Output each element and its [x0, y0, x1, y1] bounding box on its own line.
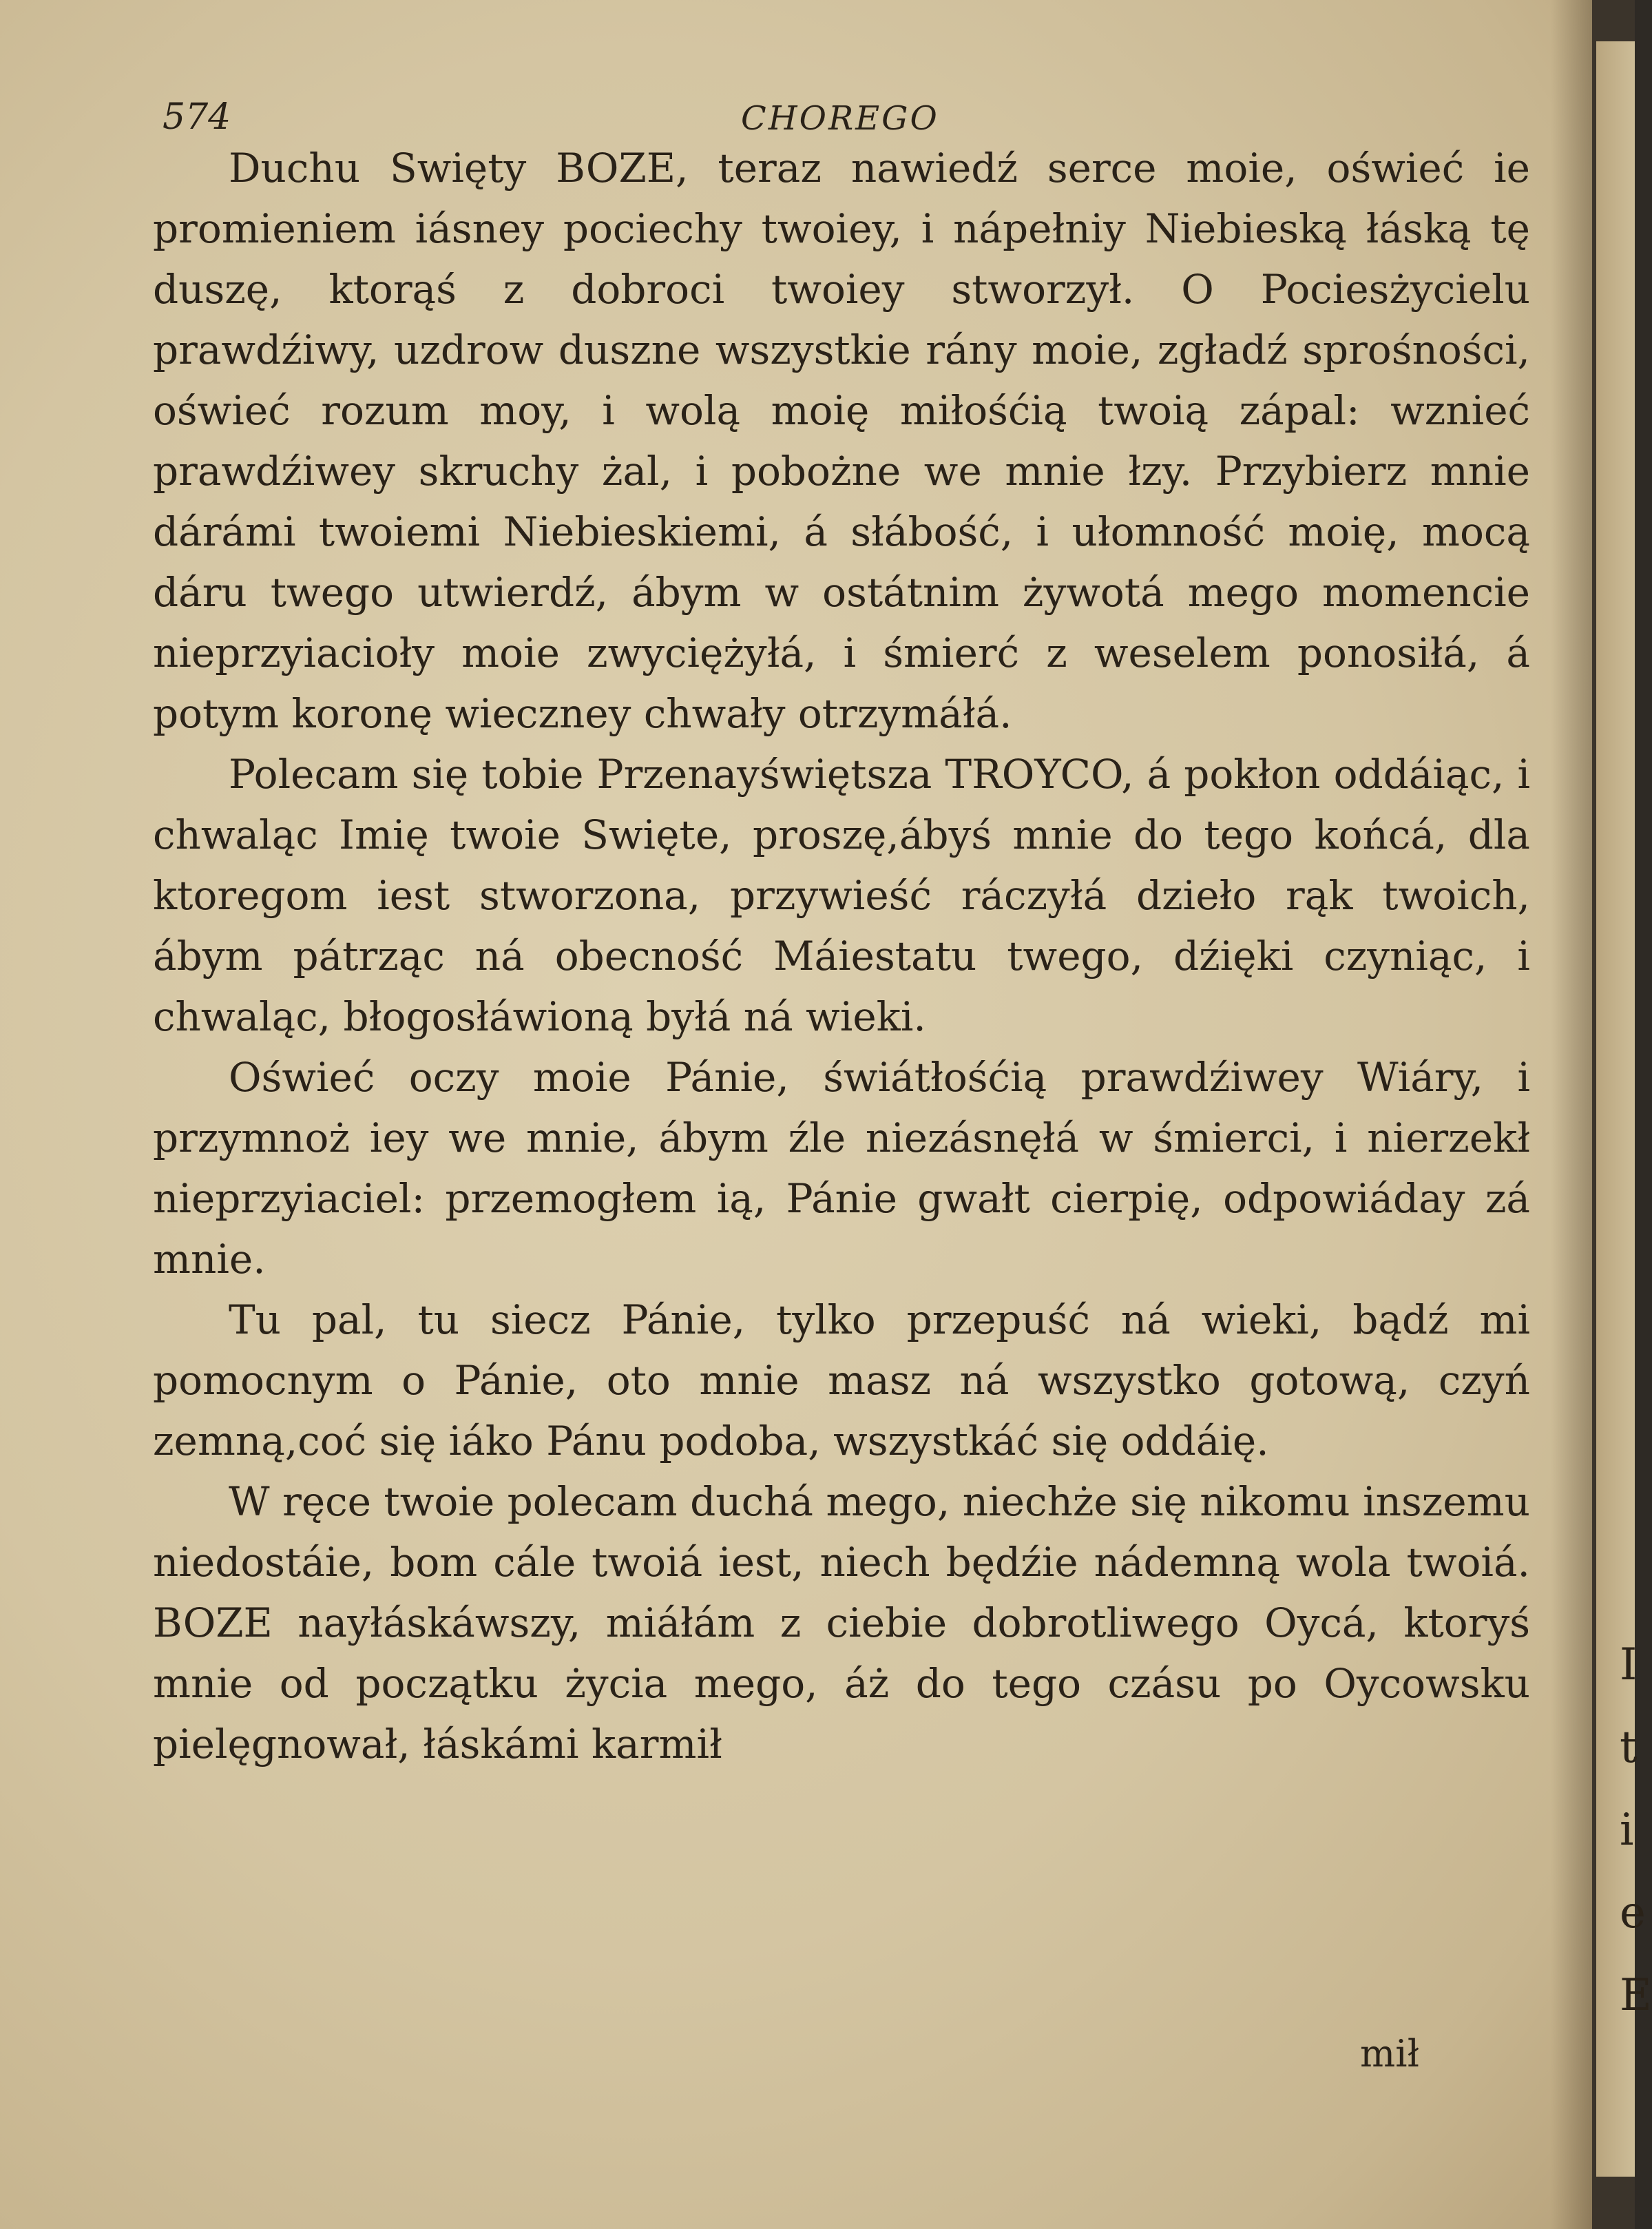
neighbor-page-letter: t	[1620, 1722, 1638, 1773]
neighbor-page-letter: i	[1620, 1805, 1634, 1856]
neighbor-page-letter: e	[1620, 1887, 1646, 1938]
paragraph: W ręce twoie polecam duchá mego, niechże się nikomu inszemu niedostáie, bom cále twoiá iest, niech będźie nádemną wola twoiá. BOZE nayłáskáwszy, miáłám z ciebie dobrotliwego Oycá, ktoryś mnie od początku życia mego, áż do tego czásu po Oycowsku pielęgnował, łáskámi karmił	[153, 1478, 1530, 1767]
running-head: CHOREGO	[741, 99, 939, 138]
binding-shadow	[1551, 0, 1592, 2229]
neighbor-page-edge	[1596, 41, 1652, 2177]
paragraph: Oświeć oczy moie Pánie, świátłośćią prawdźiwey Wiáry, i przymnoż iey we mnie, ábym źle niezásnęłá w śmierci, i nierzekł nieprzyiaciel: przemogłem ią, Pánie gwałt cierpię, odpowiáday zá mnie.	[153, 1054, 1530, 1283]
paragraph: Polecam się tobie Przenayświętsza TROYCO, á pokłon oddáiąc, i chwaląc Imię twoie Swięte, proszę,ábyś mnie do tego końcá, dla ktoregom iest stworzona, przywieść ráczyłá dzieło rąk twoich, ábym pátrząc ná obecność Máiestatu twego, dźięki czyniąc, i chwaląc, błogosłáwioną byłá ná wieki.	[153, 751, 1530, 1040]
paragraph: Duchu Swięty BOZE, teraz nawiedź serce moie, oświeć ie promieniem iásney pociechy twoiey, i nápełniy Niebieską łáską tę duszę, ktorąś z dobroci twoiey stworzył. O Pociesżycielu prawdźiwy, uzdrow duszne wszystkie rány moie, zgładź sprośności, oświeć rozum moy, i wolą moię miłośćią twoią zápal: wznieć prawdźiwey skruchy żal, i pobożne we mnie łzy. Przybierz mnie dárámi twoiemi Niebieskiemi, á słábość, i ułomność moię, mocą dáru twego utwierdź, ábym w ostátnim żywotá mego momencie nieprzyiacioły moie zwyciężyłá, i śmierć z weselem ponosiłá, á potym koronę wieczney chwały otrzymáłá.	[153, 145, 1530, 737]
body-text	[153, 138, 1530, 1774]
paragraph: Tu pal, tu siecz Pánie, tylko przepuść ná wieki, bądź mi pomocnym o Pánie, oto mnie masz ná wszystko gotową, czyń zemną,coć się iáko Pánu podoba, wszystkáć się oddáię.	[153, 1296, 1530, 1464]
page-number: 574	[163, 96, 231, 138]
catchword: mił	[1360, 2032, 1419, 2075]
neighbor-page-letter: I	[1620, 1639, 1638, 1690]
neighbor-page-letter: E	[1620, 1970, 1652, 2021]
